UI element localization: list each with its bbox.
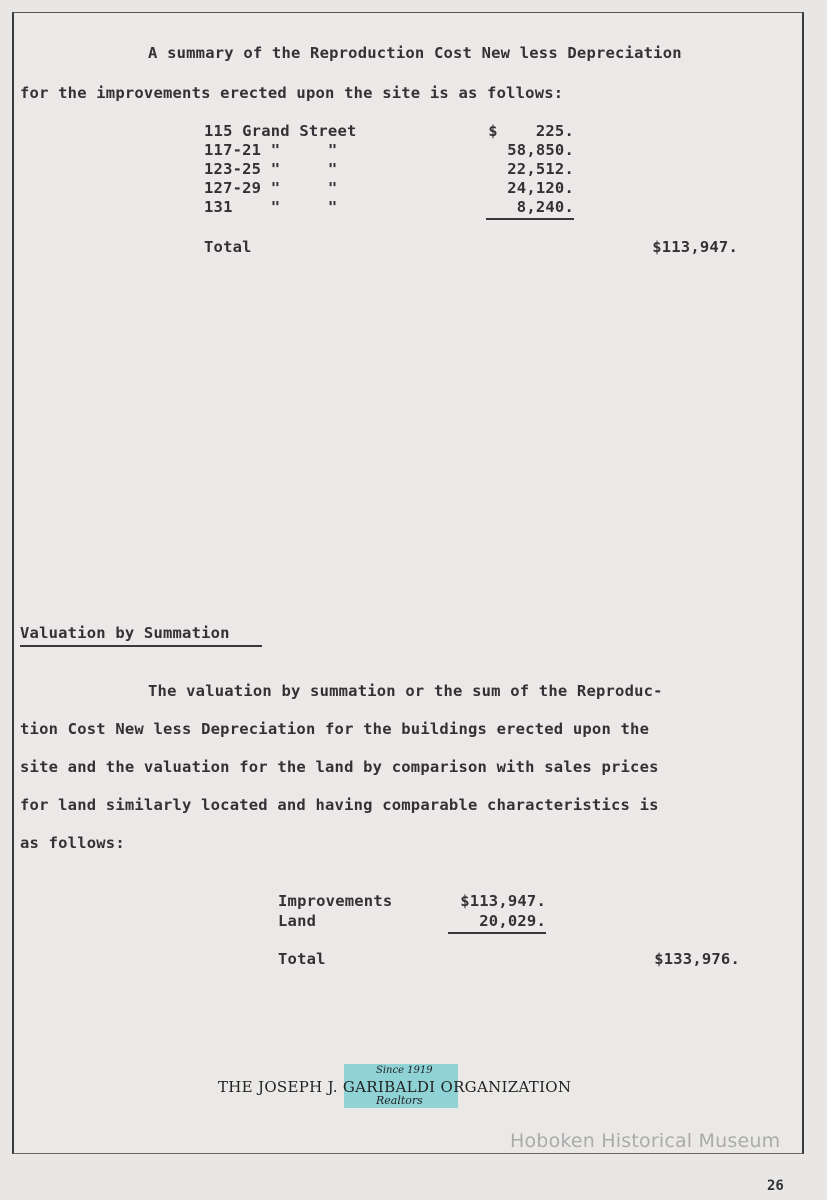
summary-subtotal-rule	[486, 218, 574, 220]
summary-item-amount: 24,120.	[507, 179, 574, 197]
valuation-line-3: site and the valuation for the land by comparison with sales prices	[20, 758, 659, 776]
summary-item-amount: $ 225.	[488, 122, 574, 140]
summary-total-label: Total	[204, 238, 252, 256]
valuation-total-value: $133,976.	[654, 950, 740, 968]
summary-item-label: 123-25 " "	[204, 160, 338, 178]
logo-realtors-text: Realtors	[376, 1094, 423, 1107]
footer-letterhead	[218, 1078, 571, 1096]
valuation-item-amount: $113,947.	[460, 892, 546, 910]
summary-item-amount: 58,850.	[507, 141, 574, 159]
summary-item-amount: 8,240.	[516, 198, 574, 216]
logo-since-text: Since 1919	[376, 1065, 433, 1076]
summary-line-2: for the improvements erected upon the site is as follows:	[20, 84, 564, 102]
heading-underline	[20, 645, 262, 647]
footer-left: THE JOSEPH J.	[218, 1078, 338, 1096]
watermark: Hoboken Historical Museum	[510, 1130, 781, 1152]
summary-total-value: $113,947.	[652, 238, 738, 256]
footer-name: GARIBALDI	[342, 1078, 436, 1096]
valuation-item-amount: 20,029.	[479, 912, 546, 930]
valuation-line-2: tion Cost New less Depreciation for the buildings erected upon the	[20, 720, 650, 738]
valuation-line-4: for land similarly located and having comparable characteristics is	[20, 796, 659, 814]
page-number: 26	[767, 1178, 784, 1194]
summary-item-label: 115 Grand Street	[204, 122, 357, 140]
valuation-subtotal-rule	[448, 932, 546, 934]
valuation-item-label: Improvements	[278, 892, 393, 910]
section-heading: Valuation by Summation	[20, 624, 230, 642]
summary-item-amount: 22,512.	[507, 160, 574, 178]
valuation-total-label: Total	[278, 950, 326, 968]
summary-item-label: 131 " "	[204, 198, 338, 216]
footer-right: ORGANIZATION	[440, 1078, 572, 1096]
summary-item-label: 127-29 " "	[204, 179, 338, 197]
valuation-line-1: The valuation by summation or the sum of the Reproduc-	[148, 682, 663, 700]
document-page	[12, 12, 804, 1154]
summary-item-label: 117-21 " "	[204, 141, 338, 159]
valuation-line-5: as follows:	[20, 834, 125, 852]
valuation-item-label: Land	[278, 912, 317, 930]
summary-line-1: A summary of the Reproduction Cost New less Depreciation	[148, 44, 682, 62]
